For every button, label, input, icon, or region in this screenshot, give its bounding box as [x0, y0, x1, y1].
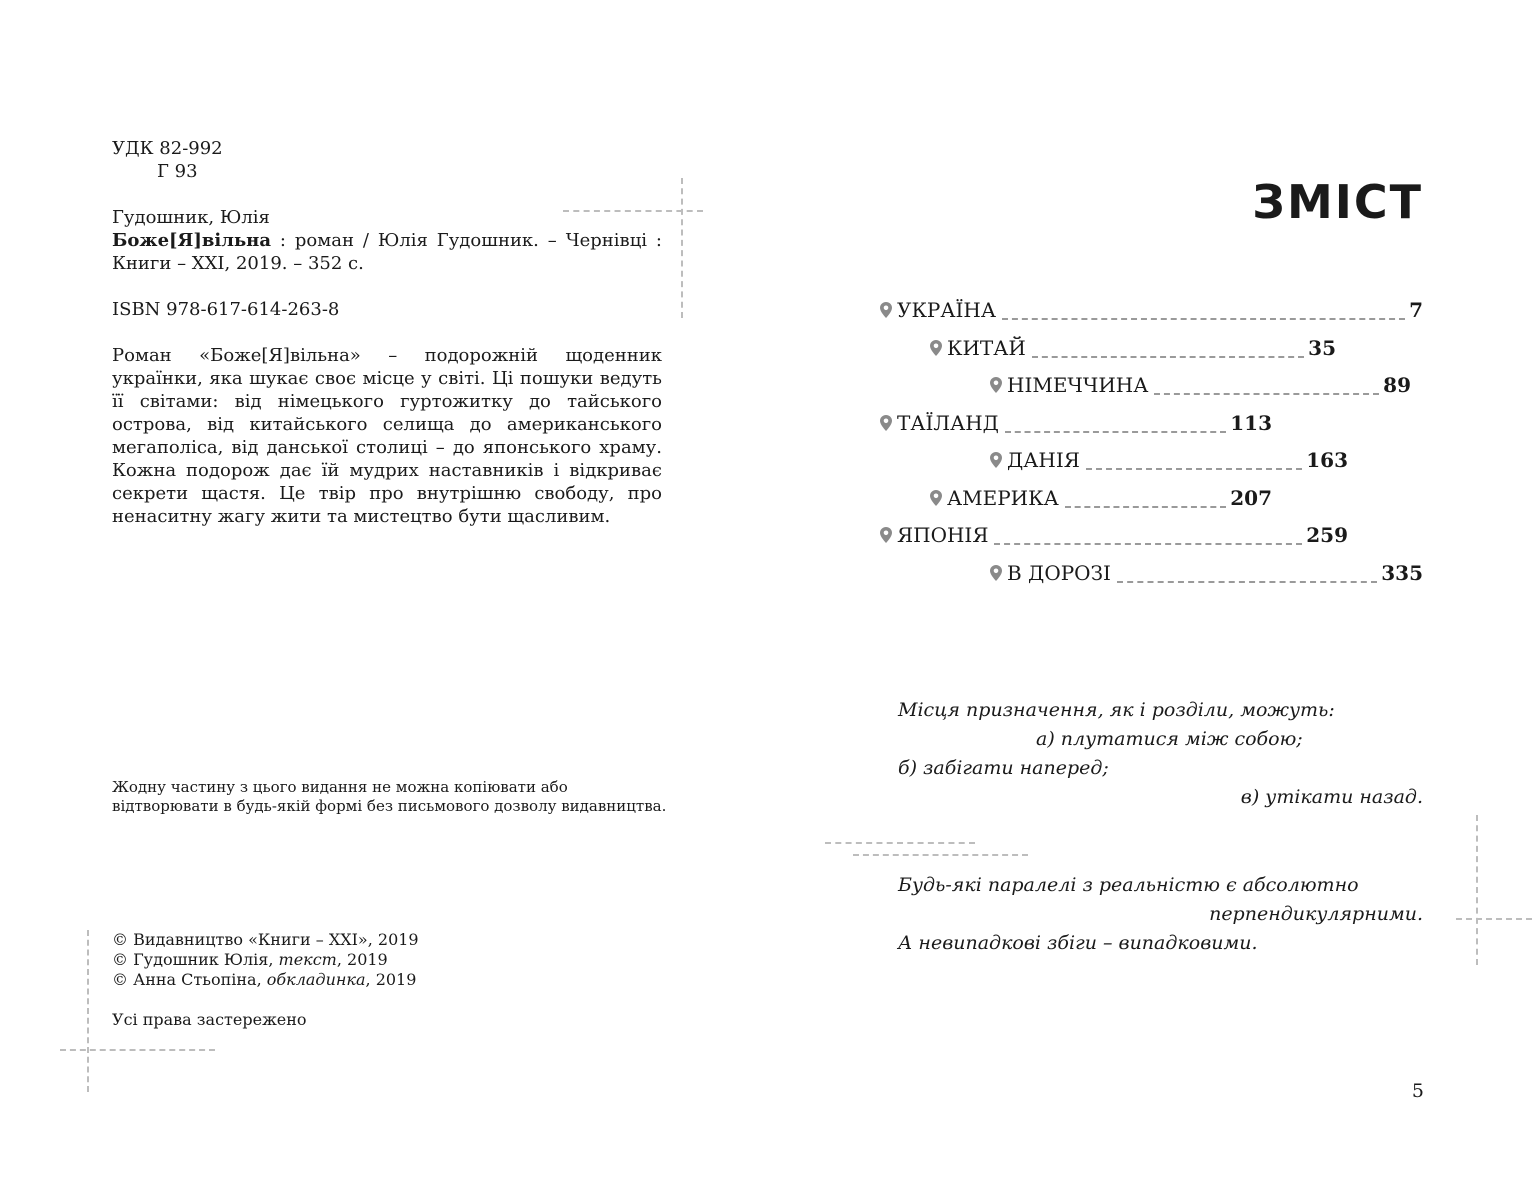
toc-page: 35 [1308, 336, 1336, 360]
epigraph-line: а) плутатися між собою; [1036, 728, 1303, 750]
toc-label: АМЕРИКА [947, 486, 1059, 510]
copyright-block [112, 930, 419, 990]
guide-line [1476, 815, 1478, 965]
toc-page: 113 [1230, 411, 1272, 435]
bibliographic-details: : роман / Юлія Гудошник. – Чернівці : Книги – XXI, 2019. – 352 с. [112, 230, 662, 274]
bibliographic-description [112, 229, 662, 275]
copyright-author: © Гудошник Юлія, текст, 2019 [112, 950, 388, 969]
toc-label: УКРАЇНА [897, 298, 997, 322]
toc-leader [1032, 356, 1304, 358]
guide-line [60, 1049, 215, 1051]
disclaimer-line: Будь-які паралелі з реальністю є абсолютно [898, 874, 1359, 896]
annotation: Роман «Боже[Я]вільна» – подорожній щоденник українки, яка шукає своє місце у світі. Ці пошуки ведуть її світами: від німецького гуртожитку до тайського острова, від китайського селища до американського мегаполіса, від данської столиці – до японського храму. Кожна подорож дає їй мудрих наставників і відкриває секрети щастя. Це твір про внутрішню свободу, про ненаситну жагу жити та мистецтво бути щасливим. [112, 345, 662, 527]
toc-leader [1117, 581, 1377, 583]
epigraph-line: б) забігати наперед; [898, 757, 1109, 779]
toc-label: НІМЕЧЧИНА [1007, 373, 1149, 397]
toc-leader [1154, 393, 1379, 395]
author-name: Гудошник, Юлія [112, 207, 270, 228]
location-pin-icon [880, 302, 892, 318]
toc-label: ДАНІЯ [1007, 448, 1080, 472]
toc-entry[interactable] [930, 485, 1272, 511]
disclaimer-line: А невипадкові збіги – випадковими. [898, 932, 1258, 954]
epigraph-line: Місця призначення, як і розділи, можуть: [898, 699, 1335, 721]
toc-title: ЗМІСТ [1252, 175, 1423, 229]
toc-leader [994, 543, 1302, 545]
author-mark: Г 93 [157, 161, 198, 182]
copyright-publisher: © Видавництво «Книги – XXI», 2019 [112, 930, 419, 949]
copyright-cover: © Анна Стьопіна, обкладинка, 2019 [112, 970, 417, 989]
toc-page: 259 [1306, 523, 1348, 547]
location-pin-icon [990, 565, 1002, 581]
location-pin-icon [990, 452, 1002, 468]
toc-label: В ДОРОЗІ [1007, 561, 1111, 585]
toc-entry[interactable] [930, 335, 1336, 361]
book-title: Боже[Я]вільна [112, 230, 272, 251]
toc-entry[interactable] [880, 297, 1423, 323]
isbn: ISBN 978-617-614-263-8 [112, 299, 340, 320]
guide-line [825, 842, 975, 844]
udk-code: УДК 82-992 [112, 138, 223, 159]
toc-entry[interactable] [990, 560, 1423, 586]
location-pin-icon [990, 377, 1002, 393]
toc-page: 207 [1230, 486, 1272, 510]
location-pin-icon [880, 415, 892, 431]
disclaimer-line: перпендикулярними. [1209, 903, 1423, 925]
location-pin-icon [930, 340, 942, 356]
toc-page: 163 [1306, 448, 1348, 472]
toc-page: 7 [1409, 298, 1423, 322]
toc-entry[interactable] [880, 410, 1272, 436]
toc-label: КИТАЙ [947, 336, 1026, 360]
toc-label: ТАЇЛАНД [897, 411, 999, 435]
rights-reserved: Усі права застережено [112, 1010, 307, 1029]
location-pin-icon [880, 527, 892, 543]
toc-leader [1005, 431, 1226, 433]
toc-leader [1086, 468, 1302, 470]
page-number: 5 [1411, 1080, 1424, 1102]
copy-notice: Жодну частину з цього видання не можна копіювати або відтворювати в будь-якій формі без письмового дозволу видавництва. [112, 778, 667, 815]
location-pin-icon [930, 490, 942, 506]
guide-line [853, 854, 1028, 856]
toc-leader [1002, 318, 1405, 320]
toc-entry[interactable] [990, 372, 1411, 398]
toc-leader [1065, 506, 1227, 508]
toc-entry[interactable] [990, 447, 1348, 473]
guide-line [681, 178, 683, 318]
toc-page: 89 [1383, 373, 1411, 397]
toc-entry[interactable] [880, 522, 1348, 548]
guide-line [87, 930, 89, 1092]
epigraph-line: в) утікати назад. [1240, 786, 1423, 808]
toc-label: ЯПОНІЯ [897, 523, 989, 547]
guide-line [1456, 918, 1532, 920]
toc-page: 335 [1381, 561, 1423, 585]
